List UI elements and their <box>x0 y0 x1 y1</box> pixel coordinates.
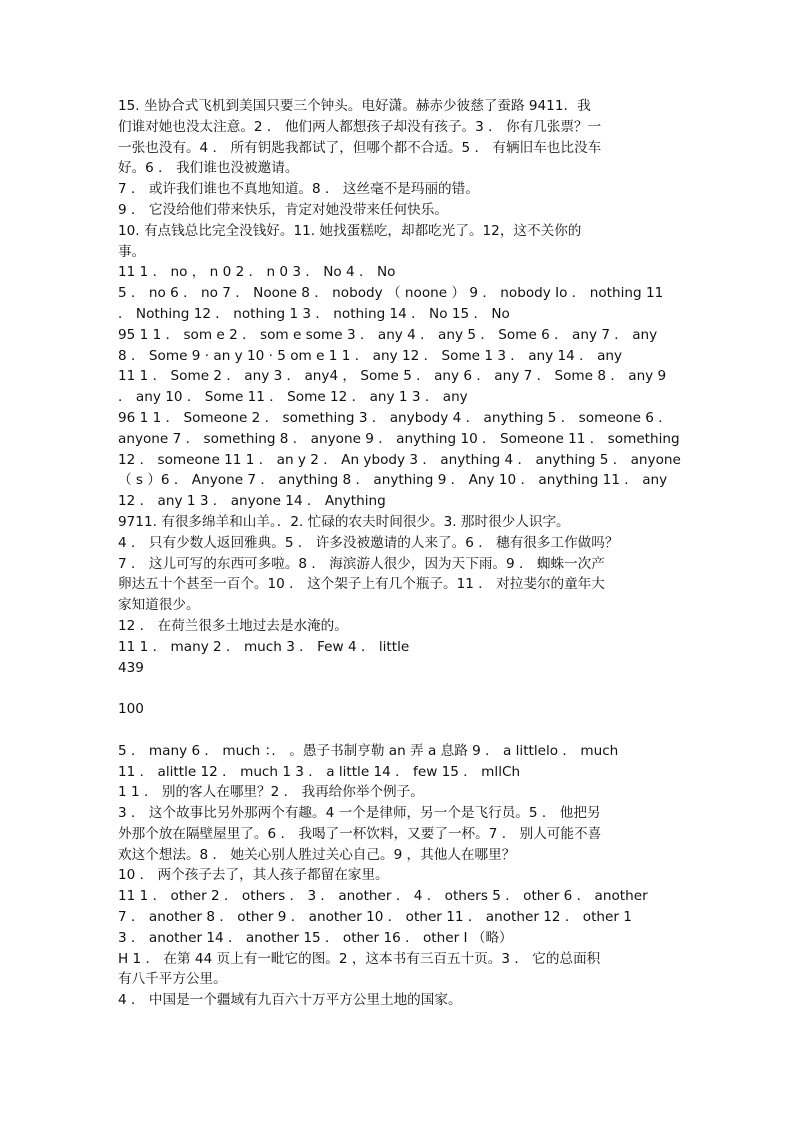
text-line: 96 1 1 ． Someone 2 ． something 3 ． anybody 4 ． anything 5 ． someone 6 ． <box>118 409 672 426</box>
blank-line <box>118 678 688 699</box>
text-line: 11 1 ． other 2 ． others ． 3 ． another ． 4 ． others 5 ． other 6 ． another <box>118 888 648 905</box>
text-line: 5 ． no 6 ． no 7 ． Noone 8 ． nobody （ noone ） 9 ． nobody Io ． nothing 11 <box>118 285 664 302</box>
text-line: 5 ． many 6 ． much ：． 。愚子书制亨勒 an 弄 a 息路 9 ． a littlelo ． much <box>118 742 619 759</box>
text-line: 7 ． 或许我们谁也不真地知道。8 ． 这丝毫不是玛丽的错。 <box>118 181 479 198</box>
text-line: 7 ． another 8 ． other 9 ． another 10 ． other 11 ． another 12 ． other 1 <box>118 909 632 926</box>
text-line: 事。 <box>118 243 146 260</box>
text-line: 家知道很少。 <box>118 597 200 614</box>
page-number: 100 <box>118 701 144 718</box>
text-line: 15. 坐协合式飞机到美国只要三个钟头。电好潇。赫赤少彼慈了蚕路 9411．我 <box>118 98 591 114</box>
page-number: 439 <box>118 659 144 676</box>
text-line: 1 1 ． 别的客人在哪里？2 ． 我再给你举个例子。 <box>118 784 424 801</box>
text-line: （ s ）6 ． Anyone 7 ． anything 8 ． anything 9 ． Any 10 ． anything 11 ． any <box>118 472 668 489</box>
text-line: 9 ． 它没给他们带来快乐，肯定对她没带来任何快乐。 <box>118 201 448 218</box>
text-line: 10 ． 两个孩子去了，其人孩子都留在家里。 <box>118 867 389 884</box>
text-line: 12 ． someone 11 1 ． an y 2 ． An ybody 3 ． anything 4 ． anything 5 ． anyone <box>118 451 681 468</box>
text-line: ． Nothing 12 ． nothing 1 3 ． nothing 14 ． No 15 ． No <box>118 305 510 322</box>
text-line: ． any 10 ． Some 11 ． Some 12 ． any 1 3 ． any <box>118 389 468 406</box>
text-line: 10. 有点钱总比完全没钱好。11. 她找蛋糕吃，却都吃光了。12，这不关你的 <box>118 222 582 239</box>
text-line: 4 ． 中国是一个疆域有九百六十万平方公里土地的国家。 <box>118 992 462 1009</box>
text-line: 11 ． alittle 12 ． much 1 3 ． a little 14 ． few 15 ． mllCh <box>118 763 521 780</box>
text-line: 4 ． 只有少数人返回雅典。5 ． 许多没被邀请的人来了。6 ． 穗有很多工作做吗？ <box>118 534 619 551</box>
text-line: 12 ． any 1 3 ． anyone 14 ． Anything <box>118 493 386 510</box>
text-line: 外那个放在隔壁屋里了。6 ． 我喝了一杯饮料，又要了一杯。7 ． 别人可能不喜 <box>118 825 602 842</box>
text-line: 卵达五十个甚至一百个。10 ． 这个架子上有几个瓶子。11 ． 对拉斐尔的童年大 <box>118 576 605 593</box>
text-line: 12 ． 在荷兰很多土地过去是水淹的。 <box>118 617 348 634</box>
text-line: 7 ． 这儿可写的东西可多啦。8 ． 海滨游人很少，因为天下雨。9 ． 蜘蛛一次产 <box>118 555 605 572</box>
text-line: anyone 7 ． something 8 ． anyone 9 ． anything 10 ． Someone 11 ． something <box>118 430 680 447</box>
text-line: 有八千平方公里。 <box>118 971 227 988</box>
text-line: 11 1 ． Some 2 ． any 3 ． any4 ， Some 5 ． any 6 ． any 7 ． Some 8 ． any 9 <box>118 368 667 385</box>
text-line: 8 ． Some 9 · an y 10 · 5 om e 1 1 ． any 12 ． Some 1 3 ． any 14 ． any <box>118 347 623 364</box>
text-line: 们谁对她也没太注意。2 ． 他们两人都想孩子却没有孩子。3 ． 你有几张票？一 <box>118 118 602 135</box>
text-line: 11 1 ． many 2 ． much 3 ． Few 4 ． little <box>118 638 410 655</box>
text-line: 3 ． another 14 ． another 15 ． other 16 ． other I （略） <box>118 929 513 946</box>
answer-key-text <box>118 96 688 1011</box>
text-line: 欢这个想法。8 ． 她关心别人胜过关心自己。9 ，其他人在哪里？ <box>118 846 516 863</box>
text-line: 95 1 1 ． som e 2 ． som e some 3 ． any 4 ． any 5 ． Some 6 ． any 7 ． any <box>118 326 658 343</box>
text-line: 一张也没有。4 ． 所有钥匙我都试了，但哪个都不合适。5 ． 有辆旧车也比没车 <box>118 139 602 156</box>
text-line: 11 1 ． no ， n 0 2 ． n 0 3 ． No 4 ． No <box>118 264 396 281</box>
text-line: H 1 ． 在第 44 页上有一毗它的图。2 ，这本书有三百五十页。3 ． 它的总面积 <box>118 950 601 967</box>
blank-line <box>118 720 688 741</box>
text-line: 9711. 有很多绵羊和山羊。．2. 忙碌的农夫时间很少。3. 那时很少人识字。 <box>118 513 570 530</box>
text-line: 3 ． 这个故事比另外那两个有趣。4 一个是律师，另一个是飞行员。5 ． 他把另 <box>118 805 601 822</box>
text-line: 好。6 ． 我们谁也没被邀请。 <box>118 160 299 177</box>
